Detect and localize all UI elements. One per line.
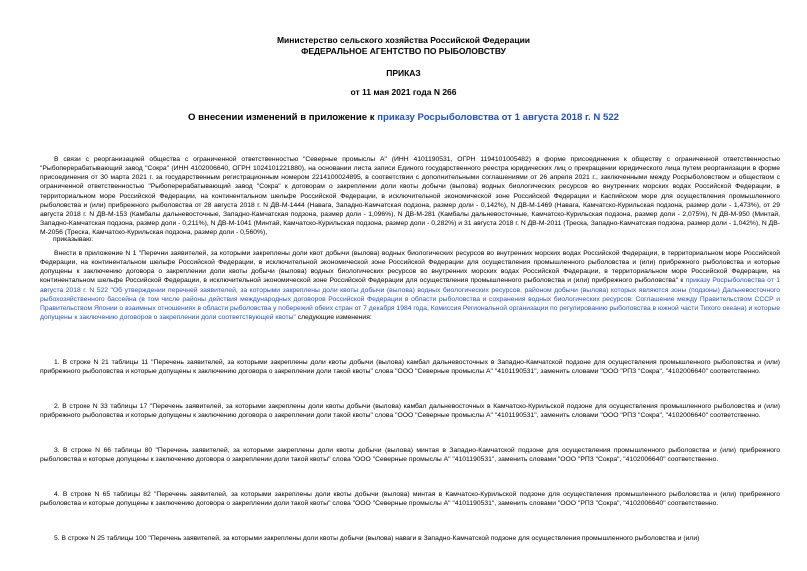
order-522-link[interactable]: приказу Росрыболовства от 1 августа 2018 г. N 522 xyxy=(40,277,780,294)
agency-name: ФЕДЕРАЛЬНОЕ АГЕНТСТВО ПО РЫБОЛОВСТВУ xyxy=(301,46,506,56)
amendment-item-1: 1. В строке N 21 таблицы 11 "Перечень заявителей, за которыми закреплены доли квоты добычи (вылова) камбал дальневосточных в Западно-Камчатской подзоне для осуществления промышленного рыболовства и (или) прибрежного рыболовства и которые допущены к заключению договора о закреплении доли такой квоты" слова "ООО "Северные промыслы А" "4101190531", заменить словами "ООО "РПЗ "Сокра", "4102006640" соответственно. xyxy=(40,359,780,376)
main-paragraph-end: следующие изменения: xyxy=(295,314,372,322)
order-type: ПРИКАЗ xyxy=(386,68,421,78)
ministry-name: Министерство сельского хозяйства Российской Федерации xyxy=(276,35,531,45)
prikazyvayu-text: приказываю: xyxy=(53,236,94,243)
order-522-title-link[interactable]: "Об утверждении перечней заявителей, за которыми закреплены доли квоты добычи (вылова) водных биологических ресурсов, районом добычи (вылова) которых являются зоны (подзоны) Дальневосточного рыбохозяйственного бассейна (в том числе районы действия международных договоров Российской Федерации в области рыболовства и сохранения водных биологических ресурсов: Соглашение между Правительством СССР и Правительством Японии о взаимных отношениях в области рыболовства у побережий обеих стран от 7 декабря 1984 года, Комиссия Региональной организации по регулированию рыболовства в южной части Тихого океана) и которые допущены к заключению договоров о закреплении доли соответствующей квоты" xyxy=(40,286,780,322)
amendment-item-5: 5. В строке N 25 таблицы 100 "Перечень заявителей, за которыми закреплены доли квоты добычи (вылова) наваги в Западно-Камчатской подзоне для осуществления промышленного рыболовства и (или) xyxy=(54,535,700,542)
preamble-paragraph: В связи с реорганизацией общества с ограниченной ответственностью "Северные промыслы А" (ИНН 4101190531, ОГРН 1194101005482) в форме присоединения к обществу с ограниченной ответственностью "Рыбоперерабатывающий завод "Сокра" (ИНН 4102006640, ОГРН 1024101221880), на основании листа записи Единого государственного реестра юридических лиц о прекращении юридического лица путем реорганизации в форме присоединения от 30 марта 2021 г. за государственным регистрационным номером 2214100024895, в соответствии с дополнительными соглашениями от 26 апреля 2021 г., заключенными между Росрыболовством и обществом с ограниченной ответственностью "Рыбоперерабатывающий завод "Сокра" к договорам о закреплении доли квоты добычи (вылова) водных биологических ресурсов во внутренних морских водах Российской Федерации, в территориальном море Российской Федерации, на континентальном шельфе Российской Федерации, в исключительной экономической зоне Российской Федерации и Каспийском море для осуществления промышленного рыболовства и (или) прибрежного рыболовства от 28 августа 2018 г. N ДВ-М-1444 (Навага, Западно-Камчатская подзона, размер доли - 0,142%), N ДВ-М-1469 (Навага, Камчатско-Курильская подзона, размер доли - 1,473%), от 29 августа 2018 г. N ДВ-М-153 (Камбалы дальневосточные, Западно-Камчатская подзона, размер доли - 1,096%), N ДВ-М-281 (Камбалы дальневосточные, Камчатско-Курильская подзона, размер доли - 2,075%), N ДВ-М-950 (Минтай, Западно-Камчатская подзона, размер доли - 0,211%), N ДВ-М-1041 (Минтай, Камчатско-Курильская подзона, размер доли - 0,282%) и 31 августа 2018 г. N ДВ-М-2011 (Треска, Западно-Камчатская подзона, размер доли - 1,042%), N ДВ-М-2056 (Треска, Камчатско-Курильская подзона, размер доли - 0,560%), xyxy=(40,156,780,237)
main-paragraph-text: Внести в приложение N 1 "Перечни заявителей, за которыми закреплены доли квот добычи (вылова) водных биологических ресурсов во внутренних морских водах Российской Федерации, в территориальном море Российской Федерации, на континентальном шельфе Российской Федерации, в исключительной экономической зоне Российской Федерации для осуществления промышленного рыболовства и (или) прибрежного рыболовства и которые допущены к заключению договора о закреплении доли квоты добычи (вылова) водных биологических ресурсов во внутренних морских водах Российской Федерации, в территориальном море Российской Федерации, на континентальном шельфе Российской Федерации, в исключительной экономической зоне Российской Федерации для осуществления промышленного рыболовства и (или) прибрежного рыболовства" к xyxy=(40,250,780,285)
order-date-number: от 11 мая 2021 года N 266 xyxy=(350,87,457,97)
order-title xyxy=(0,112,807,123)
order-title-link[interactable]: приказу Росрыболовства от 1 августа 2018 г. N 522 xyxy=(377,112,619,123)
amendment-item-2: 2. В строке N 33 таблицы 17 "Перечень заявителей, за которыми закреплены доли квоты добычи (вылова) камбал дальневосточных в Камчатско-Курильской подзоне для осуществления промышленного рыболовства и (или) прибрежного рыболовства и которые допущены к заключению договора о закреплении доли такой квоты" слова "ООО "Северные промыслы А" "4101190531", заменить словами "ООО "РПЗ "Сокра", "4102006640" соответственно. xyxy=(40,403,780,420)
amendment-item-4: 4. В строке N 65 таблицы 82 "Перечень заявителей, за которыми закреплены доли квоты добычи (вылова) минтая в Камчатско-Курильской подзоне для осуществления промышленного рыболовства и (или) прибрежного рыболовства и которые допущены к заключению договора о закреплении доли такой квоты" слова "ООО "Северные промыслы А" "4101190531", заменить словами "ООО "РПЗ "Сокра", "4102006640" соответственно. xyxy=(40,491,780,508)
main-paragraph xyxy=(40,249,780,342)
order-title-text: О внесении изменений в приложение к xyxy=(188,112,378,123)
amendment-item-3: 3. В строке N 66 таблицы 80 "Перечень заявителей, за которыми закреплены доли квоты добычи (вылова) минтая в Западно-Камчатской подзоне для осуществления промышленного рыболовства и (или) прибрежного рыболовства и которые допущены к заключению договора о закреплении доли такой квоты" слова "ООО "Северные промыслы А" "4101190531", заменить словами "ООО "РПЗ "Сокра", "4102006640" соответственно. xyxy=(40,447,780,464)
